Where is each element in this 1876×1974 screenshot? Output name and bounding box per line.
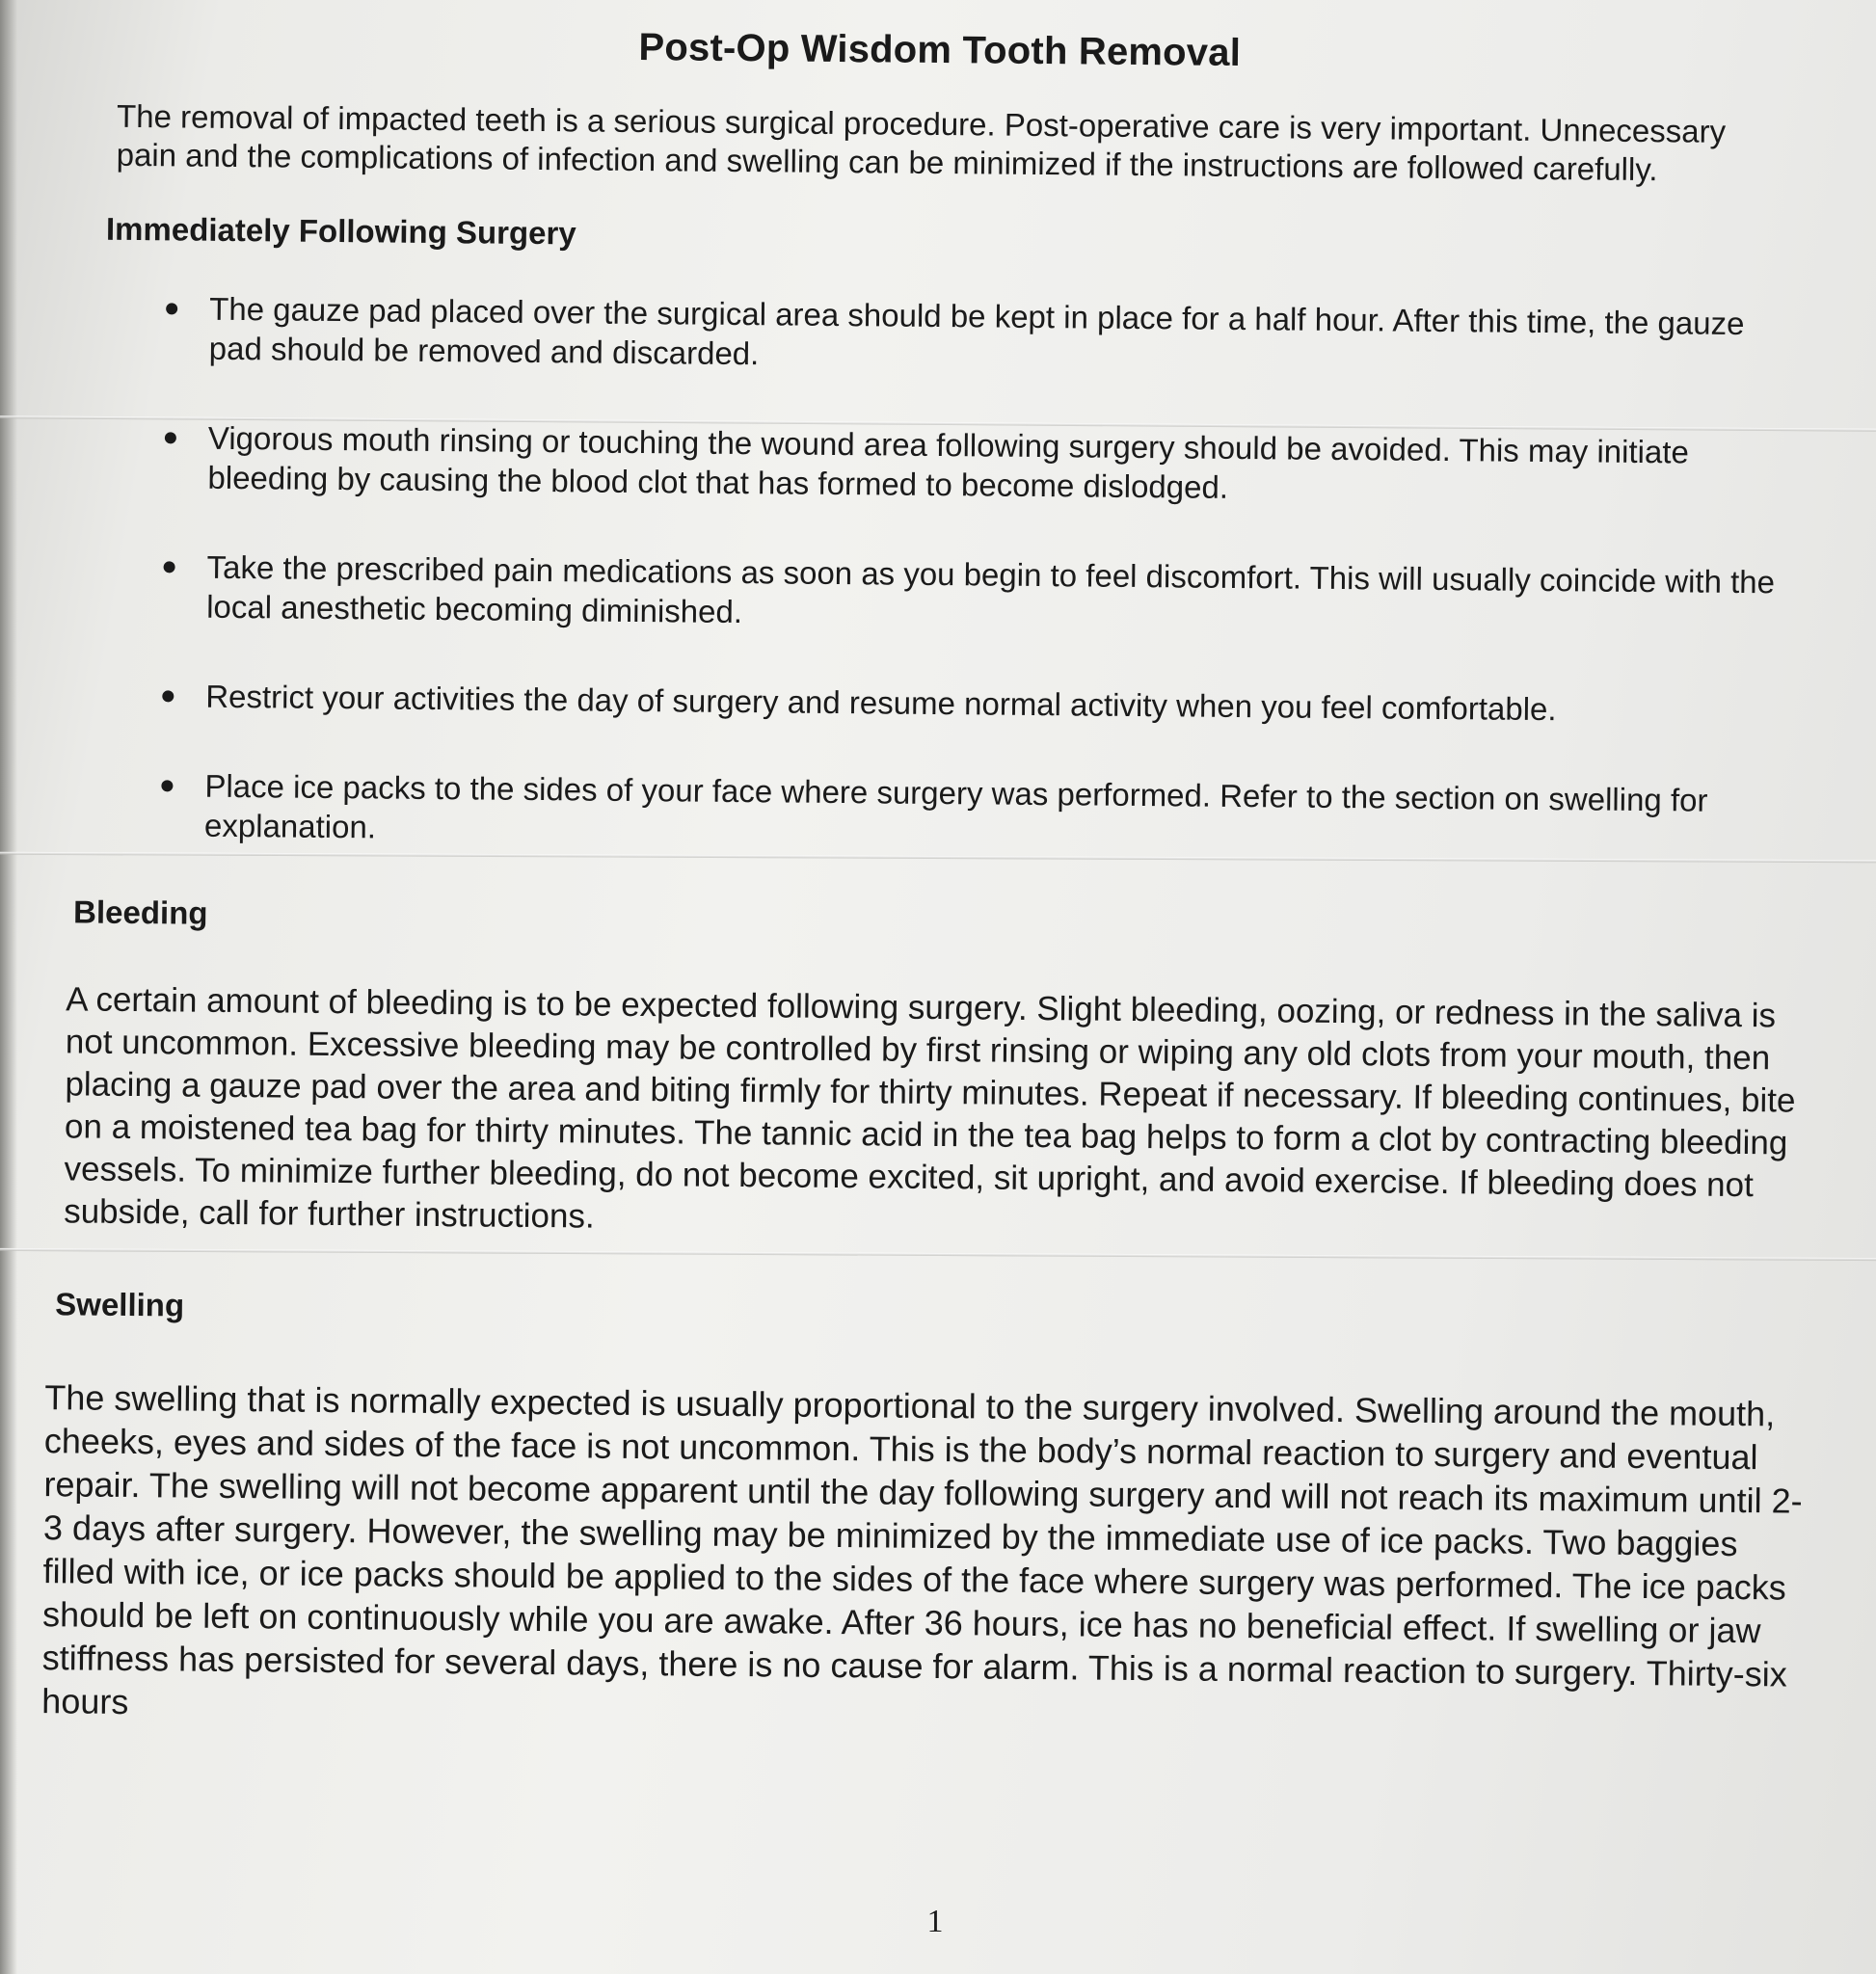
- list-item-text: The gauze pad placed over the surgical area should be kept in place for a half hour. After this time, the gauze pad should be removed and discarded.: [208, 290, 1745, 372]
- list-item: [51, 675, 1796, 731]
- list-item: [52, 546, 1798, 641]
- section-heading-immediately-following-surgery: Immediately Following Surgery: [105, 210, 576, 252]
- list-item-text: Place ice packs to the sides of your face where surgery was performed. Refer to the section on swelling for explanation.: [203, 767, 1708, 845]
- bullet-icon: [162, 690, 174, 702]
- bullet-icon: [166, 303, 177, 314]
- page-number: 1: [926, 1904, 944, 1939]
- list-item-text: Take the prescribed pain medications as soon as you begin to feel discomfort. This will usually coincide with the local anesthetic becoming diminished.: [206, 548, 1776, 630]
- bullet-icon: [165, 432, 176, 443]
- list-item-text: Restrict your activities the day of surgery and resume normal activity when you feel comfortable.: [205, 678, 1557, 728]
- section-heading-bleeding: Bleeding: [72, 894, 208, 931]
- bullet-icon: [161, 780, 173, 791]
- section-heading-swelling: Swelling: [55, 1286, 185, 1323]
- list-item-text: Vigorous mouth rinsing or touching the wound area following surgery should be avoided. This may initiate bleeding by causing the blood clot that has formed to become dislodged.: [207, 419, 1690, 505]
- page-edge-shadow: [0, 0, 17, 1974]
- list-item: [50, 764, 1796, 860]
- list-item: [55, 287, 1801, 383]
- bullet-icon: [164, 561, 175, 573]
- document-content: [41, 20, 1822, 1739]
- document-title: Post-Op Wisdom Tooth Removal: [638, 26, 1242, 74]
- list-item: [53, 416, 1799, 512]
- intro-paragraph: The removal of impacted teeth is a serious surgical procedure. Post-operative care is very important. Unnecessary pain and the complications of infection and swelling can be minimized if the instructions are followed carefully.: [116, 97, 1727, 188]
- bleeding-paragraph: A certain amount of bleeding is to be expected following surgery. Slight bleeding, oozing, or redness in the saliva is not uncommon. Excessive bleeding may be controlled by first rinsing or wiping any old clots from your mouth, then placing a gauze pad over the area and biting firmly for thirty minutes. Repeat if necessary. If bleeding continues, bite on a moistened tea bag for thirty minutes. The tannic acid in the tea bag helps to form a clot by contracting bleeding vessels. To minimize further bleeding, do not become excited, sit upright, and avoid exercise. If bleeding does not subside, call for further instructions.: [63, 980, 1796, 1236]
- swelling-paragraph: The swelling that is normally expected is usually proportional to the surgery involved. Swelling around the mouth, cheeks, eyes and sides of the face is not uncommon. This is the body’s normal reaction to surgery and eventual repair. The swelling will not become apparent until the day following surgery and will not reach its maximum until 2-3 days after surgery. However, the swelling may be minimized by the immediate use of ice packs. Two baggies filled with ice, or ice packs should be applied to the sides of the face where surgery was performed. The ice packs should be left on continuously while you are awake. After 36 hours, ice has no beneficial effect. If swelling or jaw stiffness has persisted for several days, there is no cause for alarm. This is a normal reaction to surgery. Thirty-six hours: [41, 1377, 1803, 1721]
- instruction-list: [50, 287, 1819, 861]
